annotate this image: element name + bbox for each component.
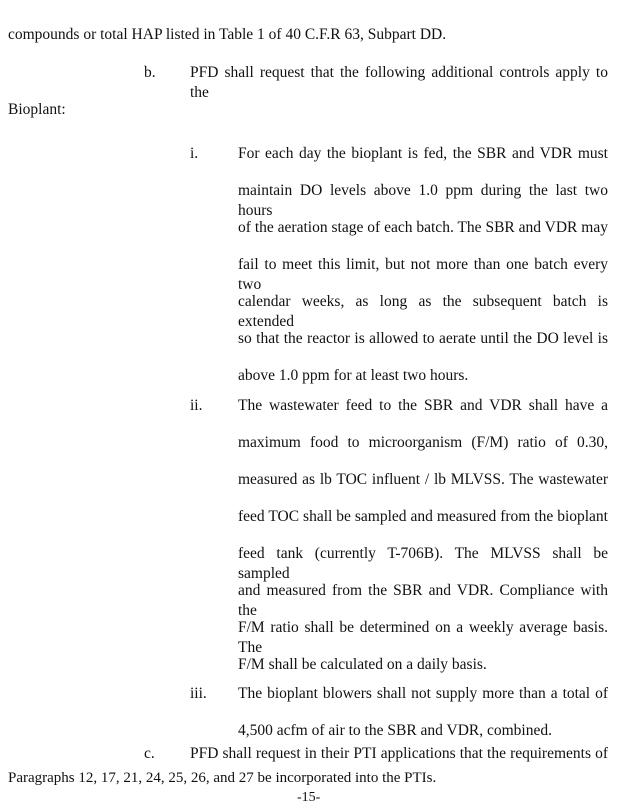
sub-item-ii-line-5: feed tank (currently T-706B). The MLVSS shall be sampled [238,545,608,582]
paragraph-continuation: compounds or total HAP listed in Table 1 of 40 C.F.R 63, Subpart DD. [8,26,447,43]
sub-item-iii-line-1: The bioplant blowers shall not supply more than a total of [238,685,608,702]
sub-item-ii-line-8: F/M shall be calculated on a daily basis. [238,656,487,673]
sub-item-ii-line-1: The wastewater feed to the SBR and VDR shall have a [238,397,608,414]
sub-item-i-marker: i. [190,145,199,162]
sub-item-i-line-4: fail to meet this limit, but not more than one batch every two [238,256,608,293]
sub-item-ii-line-4: feed TOC shall be sampled and measured from the bioplant [238,508,608,525]
item-c-line-1: PFD shall request in their PTI applications that the requirements of [190,745,608,762]
sub-item-ii-line-3: measured as lb TOC influent / lb MLVSS. The wastewater [238,471,608,488]
sub-item-i-line-5: calendar weeks, as long as the subsequent batch is extended [238,293,608,330]
sub-item-iii-marker: iii. [190,685,207,702]
sub-item-ii-marker: ii. [190,397,203,414]
item-b-line-2: Bioplant: [8,101,66,118]
item-c-line-2: Paragraphs 12, 17, 21, 24, 25, 26, and 27 be incorporated into the PTIs. [8,770,437,786]
sub-item-i-line-2: maintain DO levels above 1.0 ppm during the last two hours [238,182,608,219]
sub-item-iii-line-2: 4,500 acfm of air to the SBR and VDR, combined. [238,722,552,739]
sub-item-i-line-1: For each day the bioplant is fed, the SBR and VDR must [238,145,608,162]
sub-item-i-line-3: of the aeration stage of each batch. The SBR and VDR may [238,219,608,236]
item-c-marker: c. [144,745,155,762]
item-b-marker: b. [144,64,156,81]
sub-item-ii-line-2: maximum food to microorganism (F/M) ratio of 0.30, [238,434,608,451]
sub-item-i-line-6: so that the reactor is allowed to aerate until the DO level is [238,330,608,347]
sub-item-i-line-7: above 1.0 ppm for at least two hours. [238,367,469,384]
item-b-line-1: PFD shall request that the following additional controls apply to the [190,64,608,101]
sub-item-ii-line-7: F/M ratio shall be determined on a weekly average basis. The [238,619,608,656]
sub-item-ii-line-6: and measured from the SBR and VDR. Compliance with the [238,582,608,619]
page-number: -15- [297,790,321,805]
